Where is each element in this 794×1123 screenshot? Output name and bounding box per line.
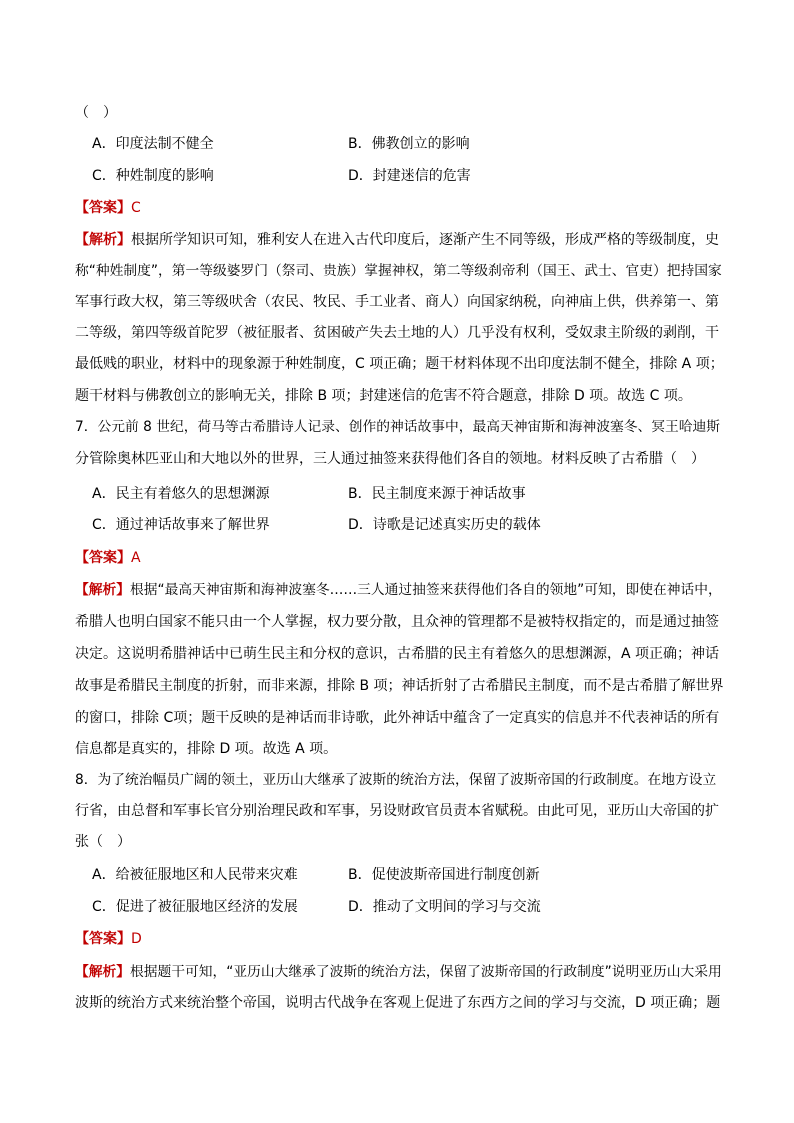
- analysis-label: 【解析】: [75, 232, 131, 248]
- analysis-label: 【解析】: [75, 582, 131, 598]
- q8-option-c: C．促进了被征服地区经济的发展: [92, 899, 298, 915]
- q7-option-a: A．民主有着悠久的思想渊源: [92, 486, 270, 502]
- q6-option-a: A．印度法制不健全: [92, 136, 214, 152]
- answer-label: 【答案】: [75, 200, 131, 216]
- answer-value: C: [131, 200, 141, 216]
- answer-value: A: [131, 550, 141, 566]
- q6-analysis-line: 最低贱的职业，材料中的现象源于种姓制度，C 项正确；题干材料体现不出印度法制不健全，排除 A 项；: [75, 356, 724, 372]
- q6-analysis-line: 军事行政大权，第三等级吠舍（农民、牧民、手工业者、商人）向国家纳税，向神庙上供，供养第一、第: [75, 294, 719, 310]
- q7-stem-line: 7．公元前 8 世纪，荷马等古希腊诗人记录、创作的神话故事中，最高天神宙斯和海神波塞冬、冥王哈迪斯: [75, 419, 720, 435]
- q7-analysis-line: 故事是希腊民主制度的折射，而非来源，排除 B 项；神话折射了古希腊民主制度，而不是古希腊了解世界: [75, 678, 724, 694]
- q6-option-d: D．封建迷信的危害: [348, 168, 471, 184]
- q7-analysis-line: 决定。这说明希腊神话中已萌生民主和分权的意识，古希腊的民主有着悠久的思想渊源，A 项正确；神话: [75, 646, 720, 662]
- q6-option-b: B．佛教创立的影响: [348, 136, 470, 152]
- analysis-label: 【解析】: [75, 964, 131, 980]
- q7-analysis-line: 希腊人也明白国家不能只由一个人掌握，权力要分散，且众神的管理都不是被特权指定的，而是通过抽签: [75, 614, 719, 630]
- q6-analysis-line: 题干材料与佛教创立的影响无关，排除 B 项；封建迷信的危害不符合题意，排除 D 项。故选 C 项。: [75, 388, 692, 404]
- q7-option-b: B．民主制度来源于神话故事: [348, 486, 526, 502]
- analysis-text: 根据“最高天神宙斯和海神波塞冬……三人通过抽签来获得他们各自的领地”可知，即使在神话中，: [130, 582, 722, 598]
- q7-option-d: D．诗歌是记述真实历史的载体: [348, 517, 541, 533]
- q8-answer: [75, 929, 725, 949]
- q7-analysis-line: 信息都是真实的，排除 D 项。故选 A 项。: [75, 741, 338, 757]
- q6-answer: [75, 198, 725, 218]
- answer-label: 【答案】: [75, 550, 131, 566]
- q8-option-d: D．推动了文明间的学习与交流: [348, 899, 541, 915]
- q6-analysis-line: [75, 230, 725, 250]
- q6-stem-tail: （ ）: [75, 105, 117, 121]
- q8-analysis-line: 波斯的统治方式来统治整个帝国，说明古代战争在客观上促进了东西方之间的学习与交流，D 项正确；题: [75, 995, 721, 1011]
- q7-answer: [75, 548, 725, 568]
- q8-stem-line: 张（ ）: [75, 834, 131, 850]
- q6-option-c: C．种姓制度的影响: [92, 168, 214, 184]
- q7-analysis-line: [75, 580, 725, 600]
- analysis-text: 根据题干可知，“亚历山大继承了波斯的统治方法，保留了波斯帝国的行政制度”说明亚历山大采用: [130, 964, 722, 980]
- q7-analysis-line: 的窗口，排除 C项；题干反映的是神话而非诗歌，此外神话中蕴含了一定真实的信息并不代表神话的所有: [75, 710, 720, 726]
- q6-analysis-line: 二等级，第四等级首陀罗（被征服者、贫困破产失去土地的人）几乎没有权利，受奴隶主阶级的剥削，干: [75, 325, 719, 341]
- q8-stem-line: 行省，由总督和军事长官分别治理民政和军事，另设财政官员责本省赋税。由此可见，亚历山大帝国的扩: [75, 803, 719, 819]
- q6-analysis-line: 称“种姓制度”，第一等级婆罗门（祭司、贵族）掌握神权，第二等级刹帝利（国王、武士、官吏）把持国家: [75, 263, 722, 279]
- analysis-text: 根据所学知识可知，雅利安人在进入古代印度后，逐渐产生不同等级，形成严格的等级制度，史: [131, 232, 719, 248]
- q8-analysis-line: [75, 962, 725, 982]
- q8-stem-line: 8．为了统治幅员广阔的领土，亚历山大继承了波斯的统治方法，保留了波斯帝国的行政制度。在地方设立: [75, 772, 717, 788]
- q7-option-c: C．通过神话故事来了解世界: [92, 517, 270, 533]
- answer-value: D: [131, 931, 142, 947]
- q8-option-b: B．促使波斯帝国进行制度创新: [348, 867, 540, 883]
- q7-stem-line: 分管除奥林匹亚山和大地以外的世界，三人通过抽签来获得他们各自的领地。材料反映了古希腊（ ）: [75, 451, 705, 467]
- answer-label: 【答案】: [75, 931, 131, 947]
- q8-option-a: A．给被征服地区和人民带来灾难: [92, 867, 298, 883]
